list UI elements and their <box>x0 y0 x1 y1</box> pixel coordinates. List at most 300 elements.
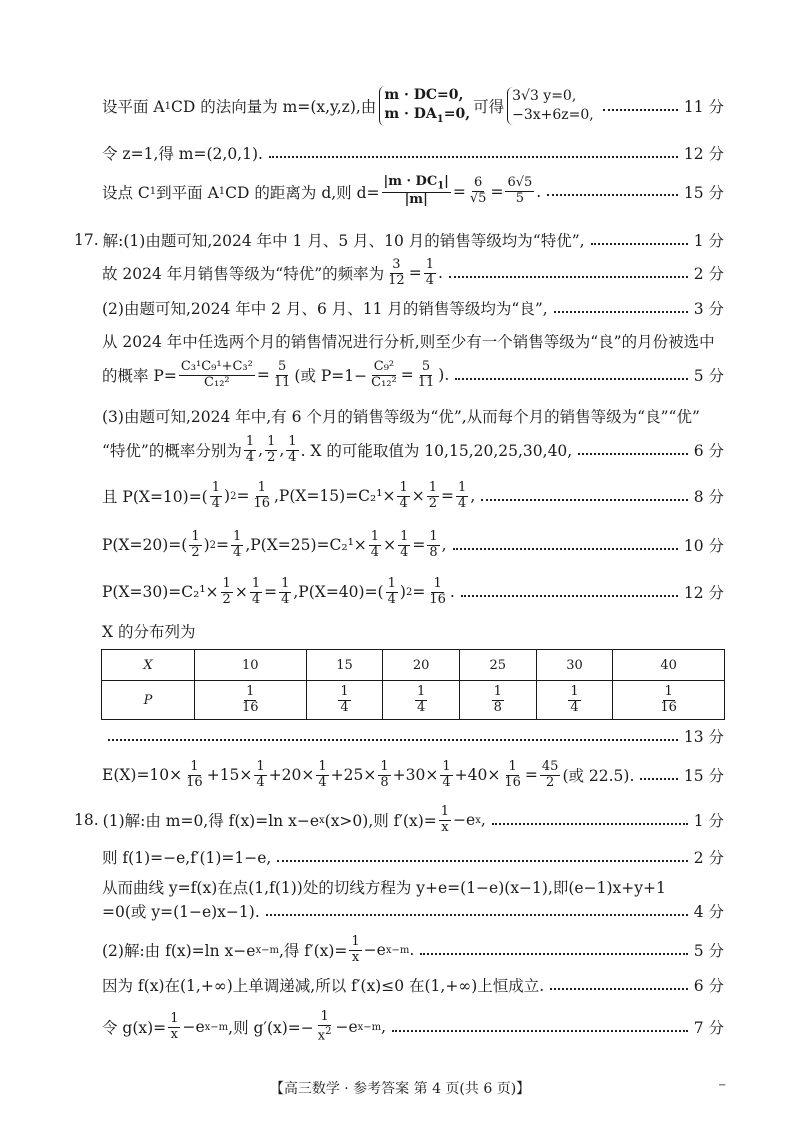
score-label: 1 分 <box>693 812 724 831</box>
den: 4 <box>370 544 380 560</box>
solution-line-table-score <box>102 725 724 747</box>
text-seg: ,P(X=40)=( <box>293 583 384 602</box>
fraction <box>250 577 262 608</box>
line-text: 因为 f(x)在(1,+∞)上单调递减,所以 f′(x)≤0 在(1,+∞)上恒成立. <box>102 977 545 995</box>
solution-line <box>102 530 724 561</box>
line-text: (3)由题可知,2024 年中,有 6 个月的销售等级为“优”,从而每个月的销售等级为“良”“优” <box>102 408 700 426</box>
num: 1 <box>493 683 502 699</box>
line-text: 解:(1)由题可知,2024 年中 1 月、5 月、10 月的销售等级均为“特优”, <box>102 232 585 250</box>
score-label: 6 分 <box>693 442 724 461</box>
fraction <box>254 760 266 791</box>
num: C₉² <box>373 359 395 374</box>
num: 1 <box>399 480 408 495</box>
table-cell: 25 <box>459 650 536 681</box>
num: 1 <box>222 576 231 591</box>
num: 6 <box>474 175 483 191</box>
line-text: =0(或 y=(1−e)x−1). <box>102 903 260 921</box>
score-label: 13 分 <box>683 728 724 746</box>
den: 16 <box>186 774 203 790</box>
den: 4 <box>416 699 426 715</box>
num: 1 <box>320 1009 329 1024</box>
score-label: 6 分 <box>693 977 724 995</box>
score-label: 5 分 <box>693 367 724 386</box>
text-seg: = <box>408 264 422 283</box>
score-label: 8 分 <box>693 488 724 507</box>
fraction <box>416 360 437 391</box>
den: x <box>317 1028 326 1044</box>
dot-leader <box>481 498 687 501</box>
text-sup: x <box>319 814 325 826</box>
solution-line <box>102 258 724 289</box>
num: 1 <box>458 480 467 495</box>
text-sup: x <box>475 814 481 826</box>
den: 16 <box>253 495 270 511</box>
den: 4 <box>442 774 451 790</box>
text-seg: CD 的距离为 d,则 d= <box>225 183 380 202</box>
text-seg: . <box>536 182 542 201</box>
dot-leader <box>578 452 687 455</box>
solution-line-normal-vector <box>102 86 724 126</box>
text-seg: 到平面 A <box>156 183 219 202</box>
solution-line <box>102 577 724 608</box>
den: |m| <box>404 192 428 208</box>
fraction <box>424 258 436 289</box>
solution-line <box>102 481 724 512</box>
solution-line-distance <box>102 175 724 208</box>
den: x <box>351 949 360 965</box>
den: 2 <box>546 774 555 790</box>
text-seg: = <box>400 366 414 385</box>
num: | <box>444 174 449 189</box>
line-text: 令 z=1,得 m=(2,0,1). <box>102 145 263 163</box>
table-cell: 20 <box>383 650 460 681</box>
num: 1 <box>425 257 434 272</box>
text-seg: , <box>441 536 447 555</box>
num: 1 <box>318 759 327 774</box>
line-text: 从而曲线 y=f(x)在点(1,f(1))处的切线方程为 y+e=(1−e)(x−1),即(e−1)x+y+1 <box>102 879 666 897</box>
fraction <box>427 530 439 561</box>
solution-line <box>102 935 724 966</box>
score-label: 10 分 <box>683 537 724 556</box>
equation-system <box>379 86 470 126</box>
score-label: 1 分 <box>693 232 724 250</box>
table-header-x: X <box>102 650 195 681</box>
num: 1 <box>340 683 349 699</box>
text-seg: = <box>412 583 426 602</box>
num: 1 <box>233 529 242 544</box>
equation-system <box>507 87 594 125</box>
den: 4 <box>340 699 349 715</box>
dot-leader <box>591 242 688 245</box>
den: 4 <box>387 591 396 607</box>
text-seg: 的概率 P= <box>102 367 177 386</box>
question-number: 18. <box>74 811 99 830</box>
den: 2 <box>222 591 231 607</box>
score-label: 5 分 <box>693 942 724 961</box>
text-seg: 设点 C <box>102 183 150 202</box>
corner-mark: − <box>718 1080 727 1091</box>
text-seg: ). <box>438 366 450 385</box>
fraction <box>244 435 256 466</box>
text-seg: = <box>216 536 230 555</box>
fraction <box>251 481 272 512</box>
dot-leader <box>108 738 678 741</box>
den: 4 <box>425 272 434 288</box>
solution-line <box>102 405 724 427</box>
question-number: 17. <box>74 231 99 249</box>
fraction <box>286 435 298 466</box>
den: 4 <box>233 544 242 560</box>
eq-row: −3x+6z=0, <box>512 107 594 124</box>
dot-leader <box>492 822 688 825</box>
den: 5 <box>515 191 524 207</box>
den: C₁₂² <box>371 374 397 390</box>
score-label: 2 分 <box>693 849 724 867</box>
table-cell: 30 <box>536 650 613 681</box>
solution-line <box>102 974 724 996</box>
text-seg: × <box>411 487 425 506</box>
num: 1 <box>400 529 409 544</box>
table-header-p: P <box>102 681 195 720</box>
score-label: 15 分 <box>683 183 724 202</box>
den: 4 <box>245 449 255 465</box>
solution-line <box>102 142 724 164</box>
table-cell <box>536 681 613 720</box>
text-sup: x−m <box>204 1021 229 1033</box>
den: √5 <box>469 191 487 207</box>
text-seg: = <box>441 487 455 506</box>
text-seg: . <box>437 264 443 283</box>
den: 4 <box>318 774 327 790</box>
text-seg: , <box>381 1018 387 1037</box>
den: 8 <box>380 774 389 790</box>
dot-leader <box>603 108 678 111</box>
num: 1 <box>428 480 438 495</box>
num: 1 <box>281 576 290 591</box>
page-footer: 【高三数学 · 参考答案 第 4 页(共 6 页)】 <box>269 1081 531 1097</box>
den: 8 <box>493 699 502 715</box>
line-text: 从 2024 年中任选两个月的销售情况进行分析,则至少有一个销售等级为“良”的月份被选中 <box>102 333 715 351</box>
fraction <box>189 530 201 561</box>
num: 1 <box>442 759 451 774</box>
line-text: (2)由题可知,2024 年中 2 月、6 月、11 月的销售等级均为“良”, <box>102 300 548 318</box>
num: 1 <box>211 480 221 495</box>
text-sup: x−m <box>385 944 410 956</box>
fraction <box>456 481 468 512</box>
fraction <box>378 760 390 791</box>
fraction <box>427 481 439 512</box>
text-seg: P(X=30)=C₂¹× <box>102 583 219 602</box>
den: x <box>170 1026 178 1042</box>
fraction <box>502 760 523 791</box>
text-seg: , <box>470 487 476 506</box>
solution-line-expectation <box>102 760 724 791</box>
table-cell: 10 <box>195 650 307 681</box>
text-sup: x−m <box>255 944 279 956</box>
text-seg: 且 P(X=10)=( <box>102 488 208 507</box>
text-seg: P(X=20)=( <box>102 536 188 555</box>
den: 8 <box>429 544 438 560</box>
score-label: 4 分 <box>693 903 724 921</box>
fraction <box>398 530 410 561</box>
den: 4 <box>251 591 261 607</box>
text-sup: 2 <box>230 490 237 502</box>
fraction <box>316 1010 334 1044</box>
text-seg: ) <box>399 583 406 602</box>
text-seg: × <box>234 583 248 602</box>
num: 1 <box>387 576 396 591</box>
text-sup: 2 <box>325 1025 332 1037</box>
num: 1 <box>416 683 426 699</box>
fraction <box>369 360 399 391</box>
text-sup: 2 <box>405 586 413 598</box>
num: 1 <box>370 529 380 544</box>
text-seg: , <box>258 441 264 460</box>
q18-line-1 <box>74 805 724 836</box>
dot-leader <box>550 987 687 990</box>
text-seg: . <box>409 941 415 960</box>
num: 1 <box>508 759 517 774</box>
fraction <box>369 530 381 561</box>
fraction <box>505 176 534 207</box>
den: 16 <box>242 699 259 715</box>
table-row-p <box>102 681 725 720</box>
fraction <box>386 258 407 289</box>
den: C₁₂² <box>204 374 230 390</box>
num: 1 <box>256 759 265 774</box>
fraction <box>427 577 448 608</box>
den: 16 <box>504 774 521 790</box>
num: 1 <box>191 529 200 544</box>
fraction <box>386 577 398 608</box>
solution-line <box>102 435 724 466</box>
text-seg: (或 22.5). <box>562 767 635 786</box>
table-cell: 15 <box>306 650 383 681</box>
num: 1 <box>440 804 450 819</box>
fraction <box>439 805 451 836</box>
fraction <box>397 481 409 512</box>
text-seg: = <box>524 766 538 785</box>
dot-leader <box>277 859 687 862</box>
fraction <box>210 481 222 512</box>
fraction <box>279 577 291 608</box>
score-label: 3 分 <box>693 300 724 318</box>
eq-row: 3√3 y=0, <box>512 88 577 105</box>
num: 1 <box>246 683 255 699</box>
num: 1 <box>433 576 442 591</box>
text-seg: = <box>256 366 270 385</box>
fraction <box>316 760 328 791</box>
num: C₃¹C₉¹+C₃² <box>180 359 253 374</box>
text-seg: , <box>279 441 285 460</box>
den: 16 <box>429 591 446 607</box>
dot-leader <box>449 275 688 278</box>
den: 4 <box>281 591 290 607</box>
den: 12 <box>388 272 405 288</box>
fraction <box>468 176 489 207</box>
text-sub: 1 <box>437 180 445 192</box>
solution-line <box>102 876 724 898</box>
text-seg: CD 的法向量为 m=(x,y,z),由 <box>171 98 377 117</box>
den: 2 <box>428 495 438 511</box>
fraction <box>231 530 243 561</box>
text-seg: (2)解:由 f(x)=ln x−e <box>102 942 256 961</box>
solution-line-probability <box>102 360 724 391</box>
den: 4 <box>288 449 297 465</box>
text-sub: 1 <box>218 186 226 198</box>
num: 1 <box>245 434 255 449</box>
text-seg: = <box>236 487 250 506</box>
num: 1 <box>570 683 579 699</box>
den: 4 <box>399 495 408 511</box>
text-sup: 2 <box>209 539 217 551</box>
num: 5 <box>421 359 431 374</box>
num: 1 <box>170 1010 179 1026</box>
eq-row: =0, <box>443 105 471 122</box>
table-cell: 40 <box>613 650 725 681</box>
text-seg: −e <box>335 1018 358 1037</box>
text-seg: −e <box>182 1018 205 1037</box>
fraction <box>272 360 293 391</box>
fraction <box>184 760 205 791</box>
dot-leader <box>453 547 678 550</box>
den: 4 <box>400 544 409 560</box>
dot-leader <box>269 155 678 158</box>
fraction <box>265 435 277 466</box>
num: 1 <box>190 759 199 774</box>
text-seg: +30× <box>392 766 439 785</box>
text-seg: 令 g(x)= <box>102 1019 167 1038</box>
text-seg: +15× <box>206 766 253 785</box>
text-seg: × <box>383 536 397 555</box>
text-seg: = <box>264 583 278 602</box>
score-label: 12 分 <box>683 145 724 163</box>
den: 2 <box>191 544 200 560</box>
text-seg: E(X)=10× <box>102 766 183 785</box>
table-cell <box>306 681 383 720</box>
text-seg: (或 P=1− <box>294 367 368 386</box>
num: 1 <box>267 434 276 449</box>
text-seg: = <box>490 182 504 201</box>
den: 4 <box>256 774 265 790</box>
eq-row: m · DC=0, <box>384 87 464 103</box>
table-row-x <box>102 650 725 681</box>
fraction <box>221 577 233 608</box>
solution-line <box>102 620 724 642</box>
text-seg: “特优”的概率分别为 <box>102 442 242 461</box>
den: 2 <box>267 449 276 465</box>
text-seg: ,得 f′(x)= <box>278 942 348 961</box>
eq-row: m · DA <box>384 105 437 122</box>
text-seg: 设平面 A <box>102 98 165 117</box>
text-seg: = <box>412 536 426 555</box>
text-seg: ,P(X=15)=C₂¹× <box>274 487 396 506</box>
line-text: 则 f(1)=−e,f′(1)=1−e, <box>102 849 272 867</box>
solution-line <box>102 1010 724 1044</box>
num: 1 <box>664 683 673 699</box>
dot-leader <box>640 777 677 780</box>
text-sub: 1 <box>164 100 171 112</box>
den: 11 <box>273 374 291 390</box>
text-seg: −e <box>363 941 386 960</box>
text-sub: 1 <box>149 186 157 198</box>
text-sup: x−m <box>357 1021 382 1033</box>
fraction <box>168 1012 180 1043</box>
num: 1 <box>251 576 261 591</box>
table-cell <box>195 681 307 720</box>
dot-leader <box>392 1029 688 1032</box>
num: 1 <box>429 529 438 544</box>
dot-leader <box>547 193 678 196</box>
num: 1 <box>257 480 266 495</box>
den: x <box>441 819 449 835</box>
text-seg: +25× <box>330 766 377 785</box>
q17-line-1 <box>74 229 724 251</box>
den: 16 <box>660 699 677 715</box>
text-seg: . X 的可能取值为 10,15,20,25,30,40, <box>300 442 573 461</box>
num: 1 <box>351 934 360 949</box>
den: 4 <box>211 495 221 511</box>
den: 11 <box>417 374 435 390</box>
num: 1 <box>380 759 389 774</box>
text-seg: ) <box>224 487 231 506</box>
fraction <box>540 760 561 791</box>
distribution-table <box>101 649 725 720</box>
text-seg: ,则 g′(x)=− <box>228 1019 314 1038</box>
solution-line <box>102 330 724 352</box>
score-label: 12 分 <box>683 584 724 603</box>
text-seg: 故 2024 年月销售等级为“特优”的频率为 <box>102 265 385 284</box>
text-seg: ,P(X=25)=C₂¹× <box>245 536 367 555</box>
num: 5 <box>277 359 287 374</box>
num: |m · DC <box>383 174 438 189</box>
dot-leader <box>554 310 688 313</box>
text-seg: ) <box>203 536 210 555</box>
text-seg: , <box>480 811 486 830</box>
fraction <box>349 935 361 966</box>
text-seg: −e <box>453 811 476 830</box>
text-seg: (1)解:由 m=0,得 f(x)=ln x−e <box>102 812 319 831</box>
solution-line <box>102 297 724 319</box>
text-sub: 1 <box>436 113 444 125</box>
text-seg: +20× <box>268 766 315 785</box>
score-label: 7 分 <box>693 1019 724 1038</box>
dot-leader <box>266 913 688 916</box>
den: 4 <box>458 495 467 511</box>
num: 1 <box>288 434 297 449</box>
solution-line <box>102 846 724 868</box>
solution-line <box>102 900 724 922</box>
score-label: 11 分 <box>683 98 724 117</box>
dot-leader <box>461 594 678 597</box>
table-cell <box>383 681 460 720</box>
num: 45 <box>541 759 559 774</box>
table-cell <box>613 681 725 720</box>
text-seg: (x>0),则 f′(x)= <box>324 812 437 831</box>
line-text: X 的分布列为 <box>102 623 196 641</box>
table-cell <box>459 681 536 720</box>
score-label: 2 分 <box>693 265 724 284</box>
dot-leader <box>420 952 687 955</box>
den: 4 <box>570 699 579 715</box>
text-seg: 可得 <box>473 98 505 117</box>
fraction <box>382 175 451 208</box>
num: 6√5 <box>507 175 533 191</box>
num: 3 <box>392 257 401 272</box>
fraction <box>440 760 452 791</box>
dot-leader <box>455 377 687 380</box>
text-seg: . <box>449 583 455 602</box>
